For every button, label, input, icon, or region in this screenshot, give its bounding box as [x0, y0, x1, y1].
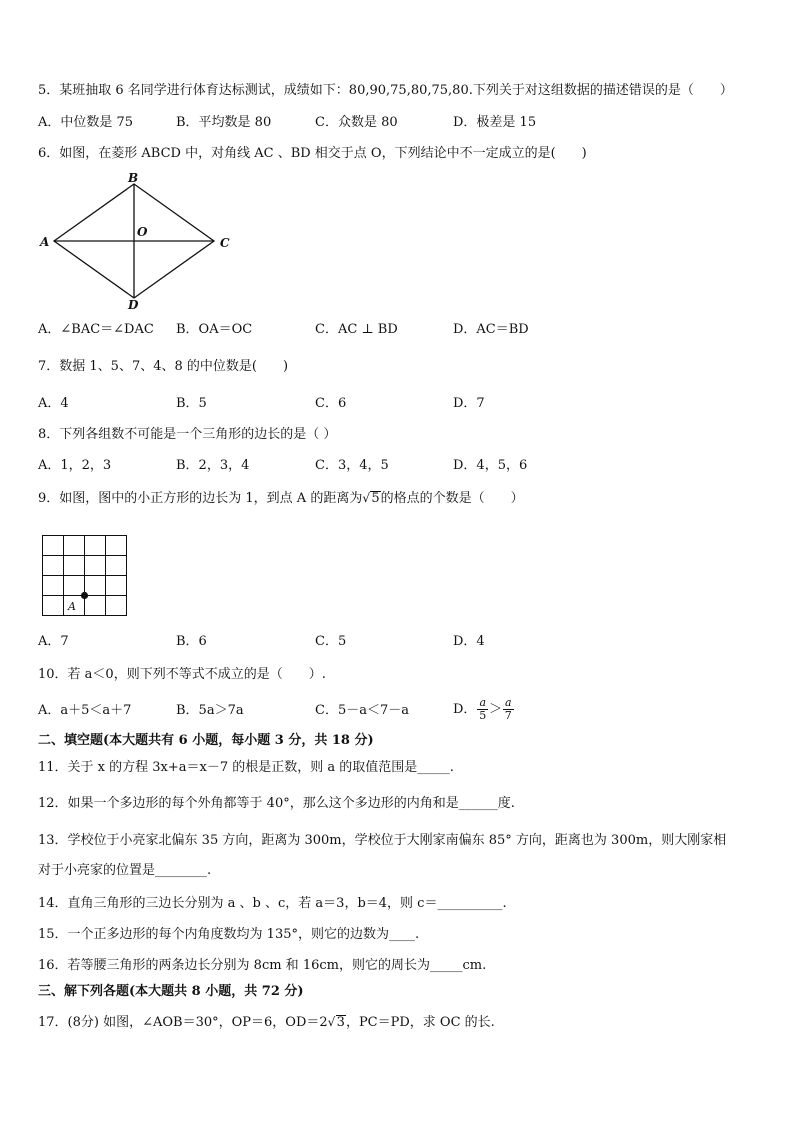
q9-stem	[38, 491, 524, 507]
q6-option-d: D．AC＝BD	[453, 322, 529, 337]
q6-option-b: B．OA＝OC	[176, 322, 253, 337]
sqrt-symbol: √ 5	[362, 491, 380, 506]
q9-stem-part2: 的格点的个数是（ ）	[380, 491, 524, 506]
q10-stem: 10．若 a＜0，则下列不等式不成立的是（ ）.	[38, 667, 326, 682]
q9-option-c: C．5	[315, 634, 347, 649]
q11-stem: 11．关于 x 的方程 3x+a＝x－7 的根是正数，则 a 的取值范围是_____.	[38, 760, 454, 775]
point-a-label: A	[68, 600, 76, 613]
rhombus-figure	[36, 170, 236, 315]
q5-option-b: B．平均数是 80	[176, 115, 272, 130]
q5-stem: 5．某班抽取 6 名同学进行体育达标测试，成绩如下：80,90,75,80,75,80.下列关于对这组数据的描述错误的是（ ）	[38, 83, 733, 98]
q10-option-c: C．5－a＜7－a	[315, 703, 409, 718]
q7-stem: 7．数据 1、5、7、4、8 的中位数是( )	[38, 359, 289, 374]
q13-stem-line2: 对于小亮家的位置是________.	[38, 863, 212, 878]
rhombus-lines	[54, 184, 214, 298]
grid-lines	[43, 536, 127, 616]
q15-stem: 15．一个正多边形的每个内角度数均为 135°，则它的边数为____.	[38, 927, 420, 942]
q7-option-d: D．7	[453, 396, 485, 411]
q9-stem-part1: 9．如图，图中的小正方形的边长为 1，到点 A 的距离为	[38, 491, 363, 506]
q8-stem: 8．下列各组数不可能是一个三角形的边长的是（ ）	[38, 427, 337, 442]
label-b: B	[128, 171, 139, 185]
q10-option-d: D． $\frac{a}{5}$ ＞ $\frac{a}{7}$	[453, 696, 512, 722]
label-d: D	[128, 298, 139, 312]
q14-stem: 14．直角三角形的三边长分别为 a 、b 、c，若 a＝3，b＝4，则 c＝__________.	[38, 896, 507, 911]
q8-option-b: B．2，3，4	[176, 458, 250, 473]
label-o: O	[137, 225, 148, 239]
q7-option-a: A．4	[38, 396, 69, 411]
q5-option-a: A．中位数是 75	[38, 115, 134, 130]
q7-option-b: B．5	[176, 396, 207, 411]
q10-option-a: A．a＋5＜a＋7	[38, 703, 132, 718]
q5-option-c: C．众数是 80	[315, 115, 398, 130]
q8-option-c: C．3，4，5	[315, 458, 389, 473]
q6-option-c: C．AC ⊥ BD	[315, 322, 398, 337]
q9-option-d: D．4	[453, 634, 485, 649]
grid-figure	[40, 533, 132, 617]
q7-option-c: C．6	[315, 396, 347, 411]
point-a-dot	[81, 592, 88, 599]
fraction-a-over-7: $\frac{a}{7}$	[504, 696, 512, 722]
q9-option-a: A．7	[38, 634, 69, 649]
q8-option-d: D．4，5，6	[453, 458, 528, 473]
fraction-a-over-5: $\frac{a}{5}$	[479, 696, 487, 722]
sqrt-symbol: √ 3	[327, 1015, 345, 1030]
q5-option-d: D．极差是 15	[453, 115, 537, 130]
q10-option-b: B．5a＞7a	[176, 703, 244, 718]
q9-option-b: B．6	[176, 634, 207, 649]
q6-option-a: A．∠BAC＝∠DAC	[38, 322, 154, 337]
q6-stem: 6．如图，在菱形 ABCD 中，对角线 AC 、BD 相交于点 O，下列结论中不一定成立的是( )	[38, 146, 587, 161]
q12-stem: 12．如果一个多边形的每个外角都等于 40°，那么这个多边形的内角和是______度.	[38, 796, 515, 811]
section-solve-title: 三、解下列各题(本大题共 8 小题，共 72 分)	[38, 984, 304, 999]
label-a: A	[40, 235, 50, 249]
q16-stem: 16．若等腰三角形的两条边长分别为 8cm 和 16cm，则它的周长为_____cm.	[38, 958, 487, 973]
q8-option-a: A．1，2，3	[38, 458, 112, 473]
q13-stem-line1: 13．学校位于小亮家北偏东 35 方向，距离为 300m，学校位于大刚家南偏东 85° 方向，距离也为 300m，则大刚家相	[38, 833, 727, 848]
q17-stem: 17．(8分) 如图，∠AOB＝30°，OP＝6，OD＝2 √ 3，PC＝PD，求 OC 的长.	[38, 1015, 495, 1030]
section-fill-in-title: 二、填空题(本大题共有 6 小题，每小题 3 分，共 18 分)	[38, 733, 374, 748]
label-c: C	[220, 236, 230, 250]
